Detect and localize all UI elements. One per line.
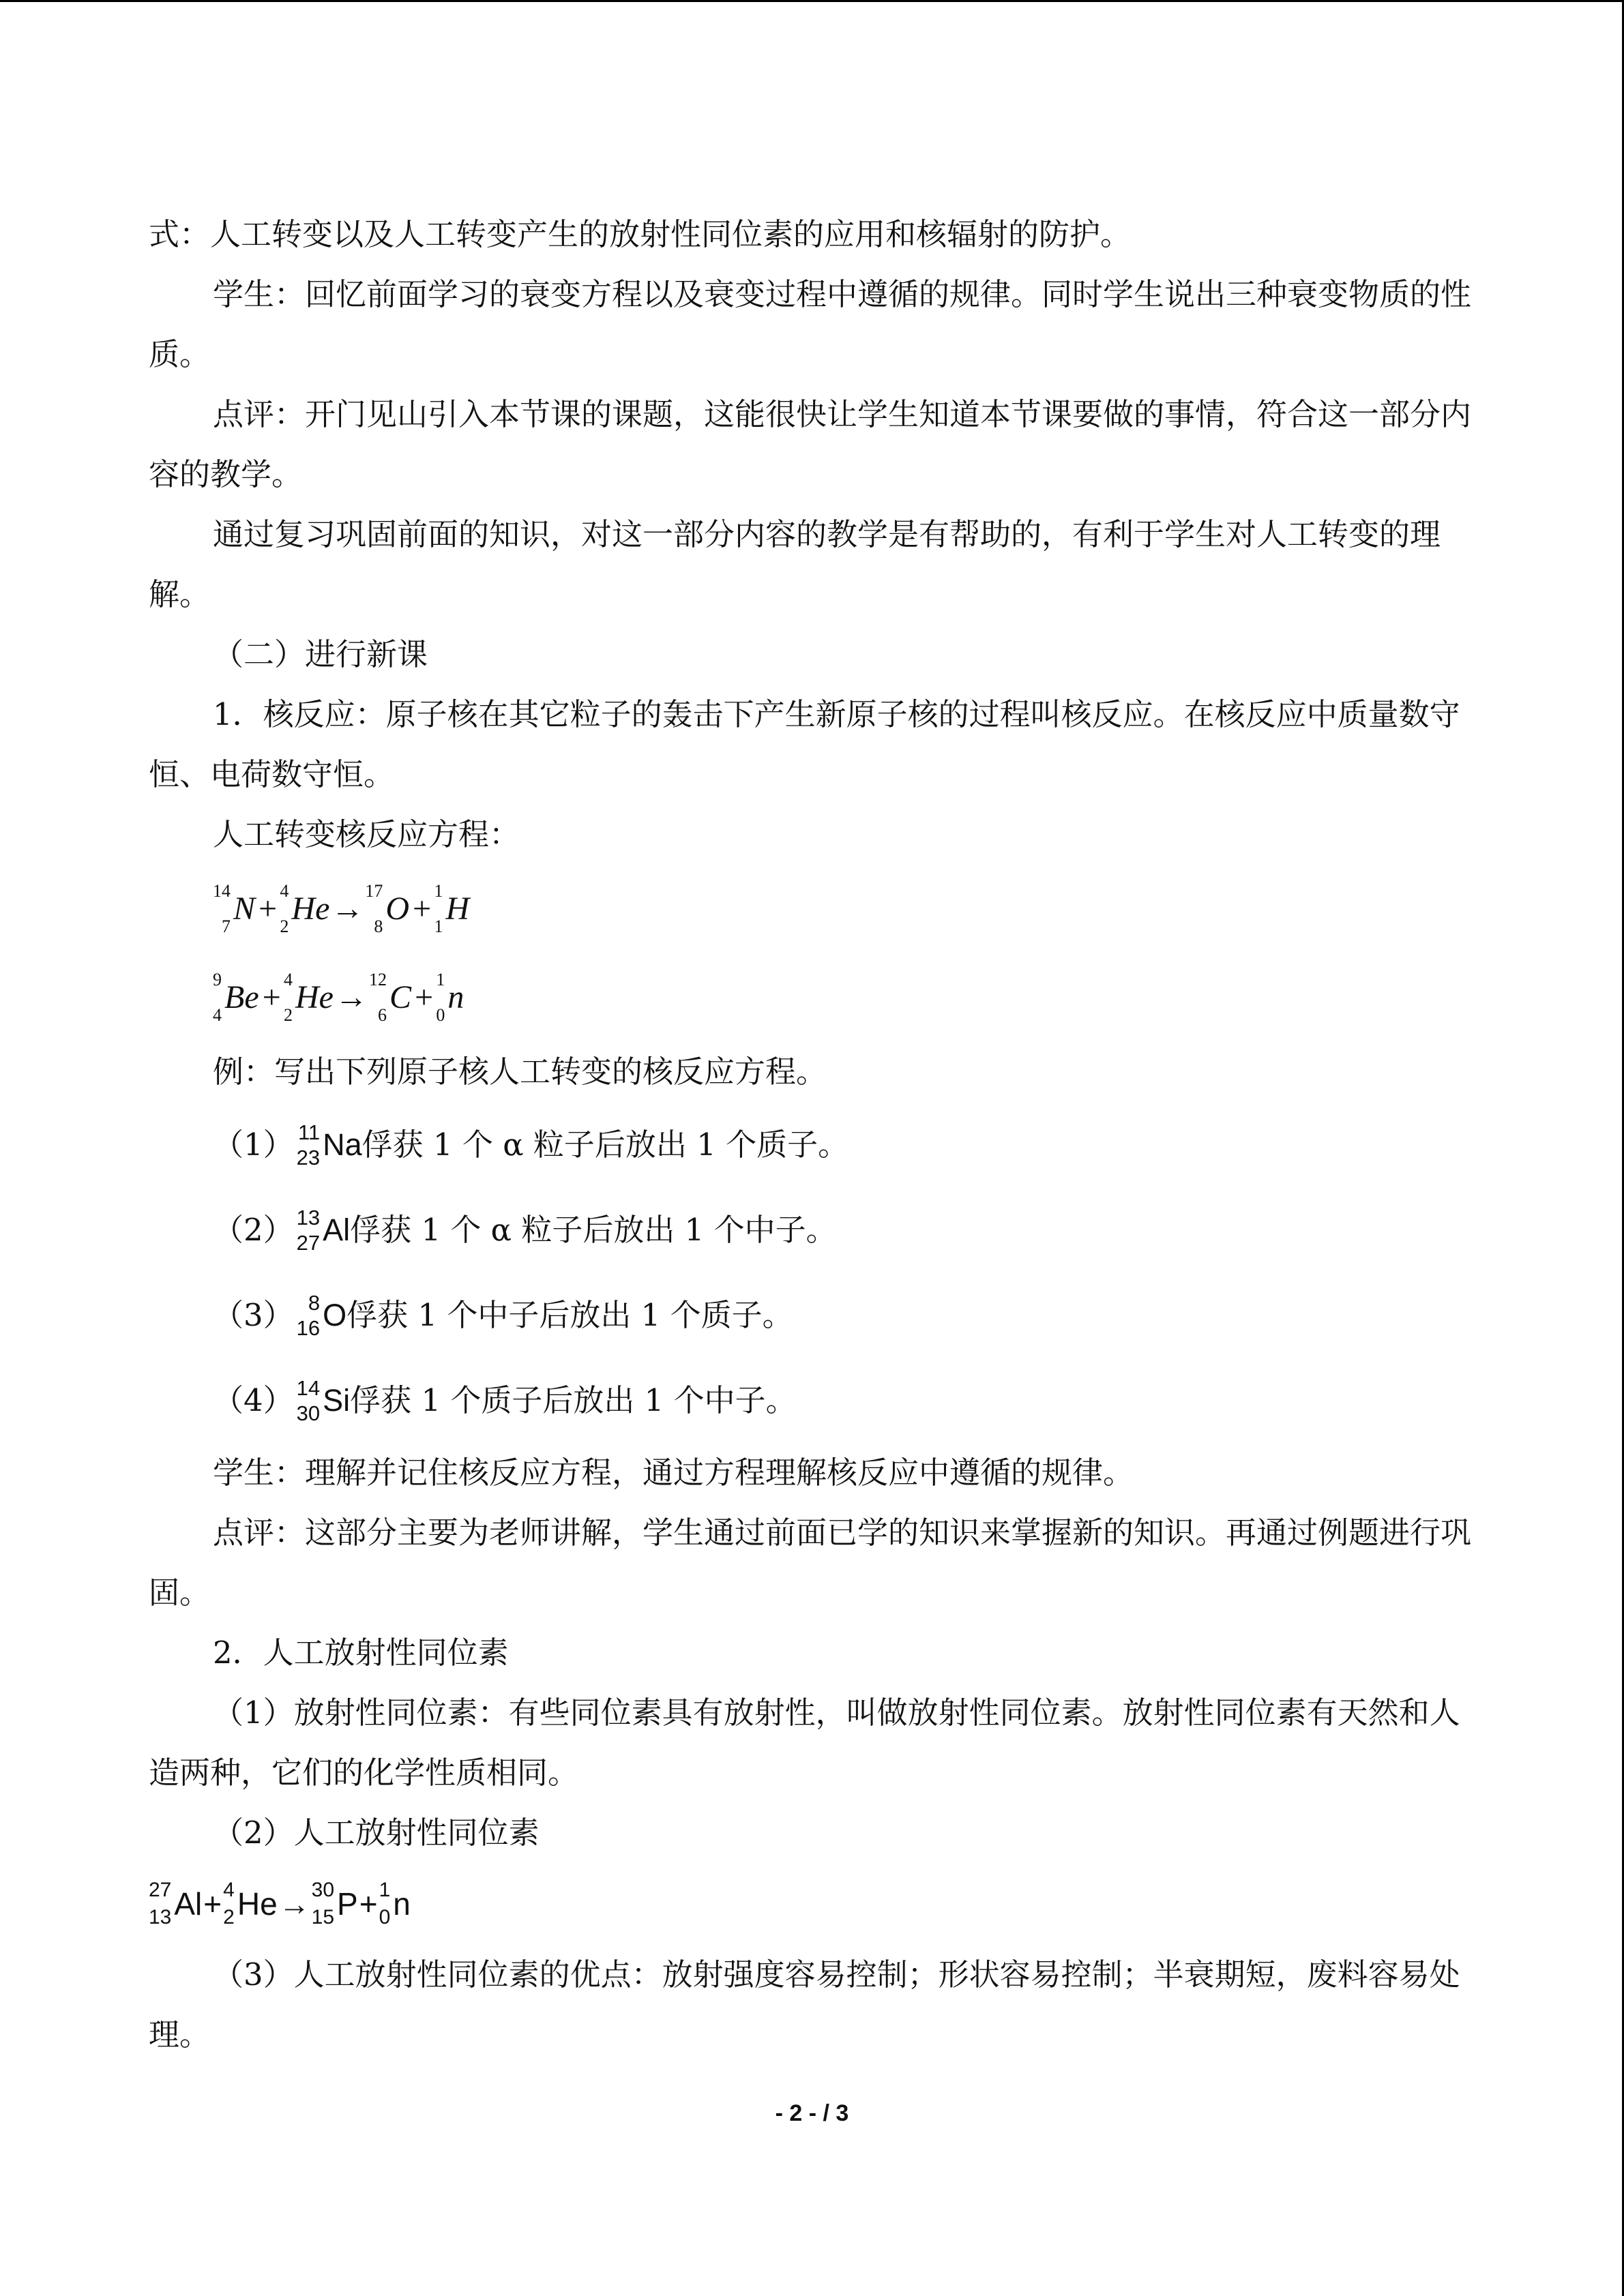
nuclide: 1 0 n bbox=[436, 970, 464, 1025]
nuclide: 4 2 He bbox=[280, 881, 330, 936]
example-item bbox=[149, 1358, 1475, 1443]
nuclide: 14 7 N bbox=[213, 881, 256, 936]
example-label: （4） bbox=[213, 1382, 294, 1418]
nuclide: 1 0 n bbox=[379, 1879, 411, 1928]
arrow: → bbox=[334, 979, 368, 1015]
arrow: → bbox=[331, 891, 364, 927]
example-text: 俘获 1 个中子后放出 1 个质子。 bbox=[346, 1296, 793, 1333]
example-text: 俘获 1 个 α 粒子后放出 1 个质子。 bbox=[361, 1126, 849, 1163]
example-label: （2） bbox=[213, 1211, 294, 1248]
example-text: 俘获 1 个 α 粒子后放出 1 个中子。 bbox=[350, 1211, 837, 1248]
section-heading: （二）进行新课 bbox=[213, 636, 428, 672]
nuclide: 30 15 P bbox=[311, 1879, 358, 1928]
nuclide: 9 4 Be bbox=[213, 970, 259, 1025]
nuclide: 4 2 He bbox=[223, 1879, 278, 1928]
paragraph: （2）人工放射性同位素 bbox=[213, 1815, 540, 1851]
example-label: （3） bbox=[213, 1296, 294, 1333]
nuclide: 1 1 H bbox=[434, 881, 470, 936]
nuclide: 17 8 O bbox=[365, 881, 410, 936]
paragraph: 点评：这部分主要为老师讲解，学生通过前面已学的知识来掌握新的知识。再通过例题进行巩固。 bbox=[149, 1515, 1472, 1611]
example-item bbox=[149, 1187, 1475, 1272]
equation-2 bbox=[149, 953, 1475, 1042]
nuclide: 11 23 Na bbox=[296, 1120, 362, 1169]
paragraph: 1．核反应：原子核在其它粒子的轰击下产生新原子核的过程叫核反应。在核反应中质量数守恒、电荷数守恒。 bbox=[149, 696, 1460, 792]
paragraph: （3）人工放射性同位素的优点：放射强度容易控制；形状容易控制；半衰期短，废料容易处理。 bbox=[149, 1956, 1460, 2053]
paragraph: 学生：回忆前面学习的衰变方程以及衰变过程中遵循的规律。同时学生说出三种衰变物质的性质。 bbox=[149, 276, 1472, 372]
paragraph: 例：写出下列原子核人工转变的核反应方程。 bbox=[213, 1054, 827, 1090]
paragraph: 通过复习巩固前面的知识，对这一部分内容的教学是有帮助的，有利于学生对人工转变的理解。 bbox=[149, 516, 1441, 612]
paragraph: 学生：理解并记住核反应方程，通过方程理解核反应中遵循的规律。 bbox=[213, 1455, 1134, 1491]
nuclide: 27 13 Al bbox=[149, 1879, 203, 1928]
nuclide: 13 27 Al bbox=[296, 1205, 351, 1255]
nuclide: 14 30 Si bbox=[296, 1375, 351, 1425]
plus-sign: + bbox=[260, 979, 283, 1015]
section-heading: 2．人工放射性同位素 bbox=[213, 1635, 509, 1671]
example-item bbox=[149, 1102, 1475, 1187]
document-body bbox=[149, 205, 1475, 2065]
example-item bbox=[149, 1272, 1475, 1358]
plus-sign: + bbox=[256, 891, 279, 927]
arrow: → bbox=[278, 1886, 310, 1922]
nuclide: 4 2 He bbox=[284, 970, 334, 1025]
example-text: 俘获 1 个质子后放出 1 个中子。 bbox=[350, 1382, 797, 1418]
example-label: （1） bbox=[213, 1126, 294, 1163]
nuclide: 8 16 O bbox=[296, 1290, 347, 1340]
plus-sign: + bbox=[411, 891, 433, 927]
paragraph: 式：人工转变以及人工转变产生的放射性同位素的应用和核辐射的防护。 bbox=[149, 216, 1132, 252]
equation-3 bbox=[149, 1863, 1475, 1945]
plus-sign: + bbox=[413, 979, 435, 1015]
paragraph: （1）放射性同位素：有些同位素具有放射性，叫做放射性同位素。放射性同位素有天然和人造两种，它们的化学性质相同。 bbox=[149, 1695, 1460, 1791]
page-number: - 2 - / 3 bbox=[775, 2100, 849, 2126]
plus-sign: + bbox=[359, 1886, 378, 1922]
plus-sign: + bbox=[203, 1886, 222, 1922]
paragraph: 点评：开门见山引入本节课的课题，这能很快让学生知道本节课要做的事情，符合这一部分内容的教学。 bbox=[149, 396, 1472, 492]
nuclide: 12 6 C bbox=[368, 970, 411, 1025]
paragraph: 人工转变核反应方程： bbox=[213, 816, 520, 852]
equation-1 bbox=[149, 865, 1475, 953]
